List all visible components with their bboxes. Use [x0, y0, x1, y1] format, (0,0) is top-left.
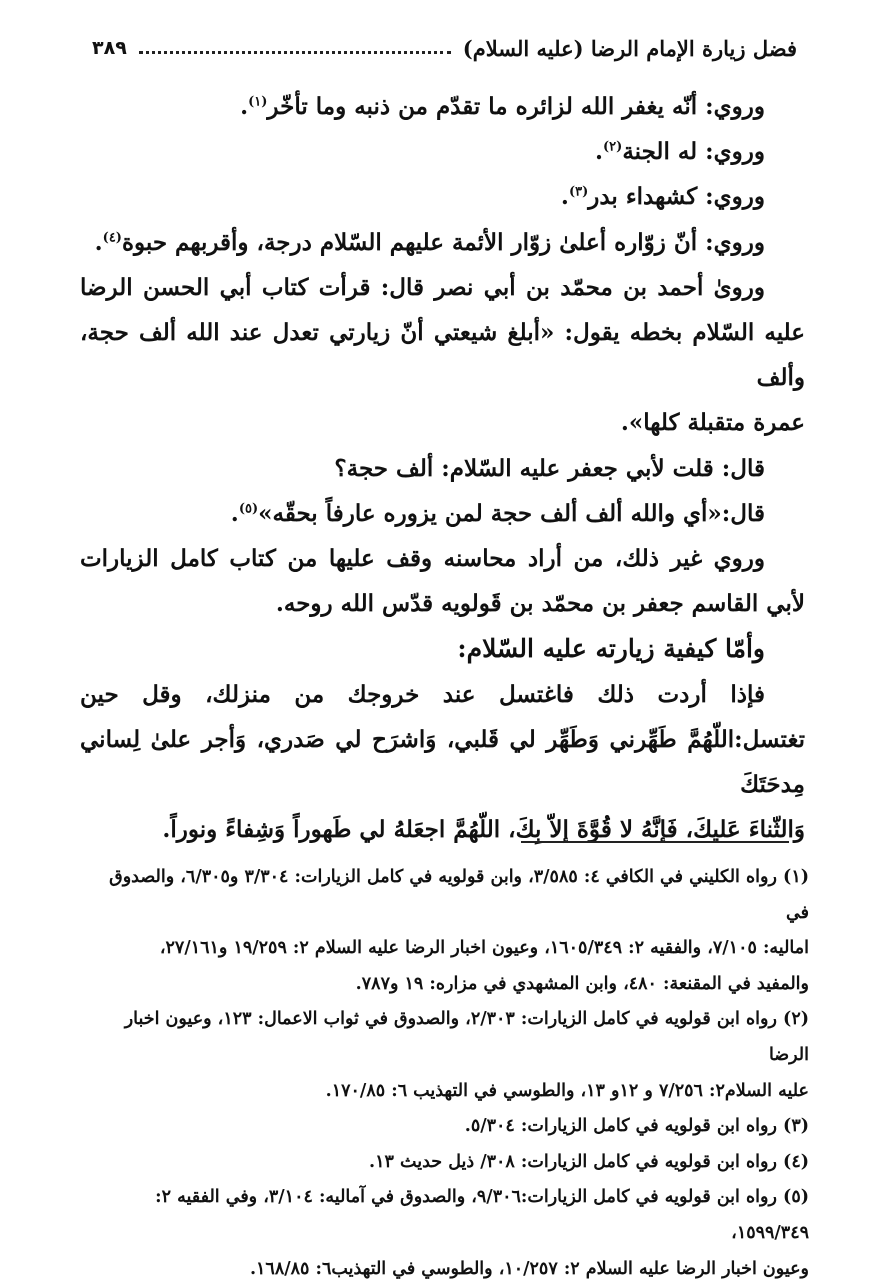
text-line-1: وروي: أنّه يغفر الله لزائره ما تقدّم من ذنبه وما تأخّر$^{(١)}$. [240, 93, 765, 120]
footnote-ref-1[interactable]: (١) [248, 94, 268, 110]
footnote-ref-4[interactable]: (٤) [102, 229, 122, 245]
running-header [92, 30, 797, 66]
footnote-4: (٤) رواه ابن قولويه في كامل الزيارات: ٣٠٨/ ذيل حديث ١٣. [369, 1151, 809, 1172]
text-line-14: تغتسل:اللّهُمَّ طَهِّرني وَطَهِّر لي قَلبي، وَاشرَح لي صَدري، وَأجر علىٰ لِساني مِدحَتَكَ [80, 725, 805, 799]
text-line-11: لأبي القاسم جعفر بن محمّد بن قَولويه قدّس الله روحه. [275, 590, 805, 618]
footnote-1-cont-1: اماليه: ٧/١٠٥، والفقيه ٢: ١٦٠٥/٣٤٩، وعيون اخبار الرضا عليه السلام ٢: ١٩/٢٥٩ و٢٧/١٦١، [159, 938, 809, 959]
text-line-7: عمرة متقبلة كلها». [620, 409, 805, 437]
footnote-2-cont: عليه السلام٢: ٧/٢٥٦ و ١٢و ١٣، والطوسي في التهذيب ٦: ١٧٠/٨٥. [325, 1080, 809, 1101]
footnotes [82, 860, 809, 1287]
main-text [80, 84, 805, 852]
page-number: ٣٨٩ [92, 37, 127, 59]
text-line-6: عليه السّلام بخطه يقول: «أبلغ شيعتي أنّ زيارتي تعدل عند الله ألف حجة، وألف [80, 319, 805, 392]
text-line-13: فإذا أردت ذلك فاغتسل عند خروجك من منزلك، وقل حين [80, 680, 765, 708]
text-line-8: قال: قلت لأبي جعفر عليه السّلام: ألف حجة؟ [334, 454, 765, 482]
text-line-4: وروي: أنّ زوّاره أعلىٰ زوّار الأئمة عليهم السّلام درجة، وأقربهم حبوة$^{(٤)}$. [94, 228, 765, 256]
footnote-ref-3[interactable]: (٣) [568, 184, 589, 200]
footnote-2: (٢) رواه ابن قولويه في كامل الزيارات: ٢/٣٠٣، والصدوق في ثواب الاعمال: ١٢٣، وعيون اخبار الرضا [124, 1009, 809, 1065]
footnote-3: (٣) رواه ابن قولويه في كامل الزيارات: ٥/٣٠٤. [464, 1116, 809, 1137]
text-line-3: وروي: كشهداء بدر$^{(٣)}$. [560, 183, 765, 211]
text-line-15: وَالثّناءَ عَليكَ، فَإنَّهُ لا قُوَّةَ إلاّ بِكَ، اللّهُمَّ اجعَلهُ لي طَهوراً وَشِفاءً ونوراً. [162, 816, 805, 844]
footnote-5: (٥) رواه ابن قولويه في كامل الزيارات:٩/٣٠٦، والصدوق في آماليه: ٣/١٠٤، وفي الفقيه ٢: ١٥٩٩/٣٤٩، [155, 1187, 809, 1243]
text-line-2: وروي: له الجنة$^{(٢)}$. [595, 138, 765, 166]
section-heading: وأمّا كيفية زيارته عليه السّلام: [457, 634, 765, 664]
text-line-5: وروىٰ أحمد بن محمّد بن أبي نصر قال: قرأت كتاب أبي الحسن الرضا [80, 273, 765, 301]
footnote-1-cont-2: والمفيد في المقنعة: ٤٨٠، وابن المشهدي في مزاره: ١٩ و٧٨٧. [355, 973, 809, 994]
header-title: فضل زيارة الإمام الرضا (عليه السلام) [462, 35, 797, 61]
footnote-separator [521, 841, 789, 843]
footnote-5-cont: وعيون اخبار الرضا عليه السلام ٢: ١٠/٢٥٧، والطوسي في التهذيب٦: ١٦٨/٨٥. [249, 1258, 809, 1279]
footnote-1: (١) رواه الكليني في الكافي ٤: ٣/٥٨٥، وابن قولويه في كامل الزيارات: ٣/٣٠٤ و٦/٣٠٥، والصدوق في [109, 867, 809, 923]
header-dot-leader [139, 51, 451, 54]
footnote-ref-2[interactable]: (٢) [603, 139, 623, 155]
text-line-9: قال:«أي والله ألف ألف حجة لمن يزوره عارفاً بحقّه»$^{(٥)}$. [230, 499, 765, 527]
text-line-10: وروي غير ذلك، من أراد محاسنه وقف عليها من كتاب كامل الزيارات [80, 545, 765, 573]
footnote-ref-5[interactable]: (٥) [238, 501, 259, 517]
